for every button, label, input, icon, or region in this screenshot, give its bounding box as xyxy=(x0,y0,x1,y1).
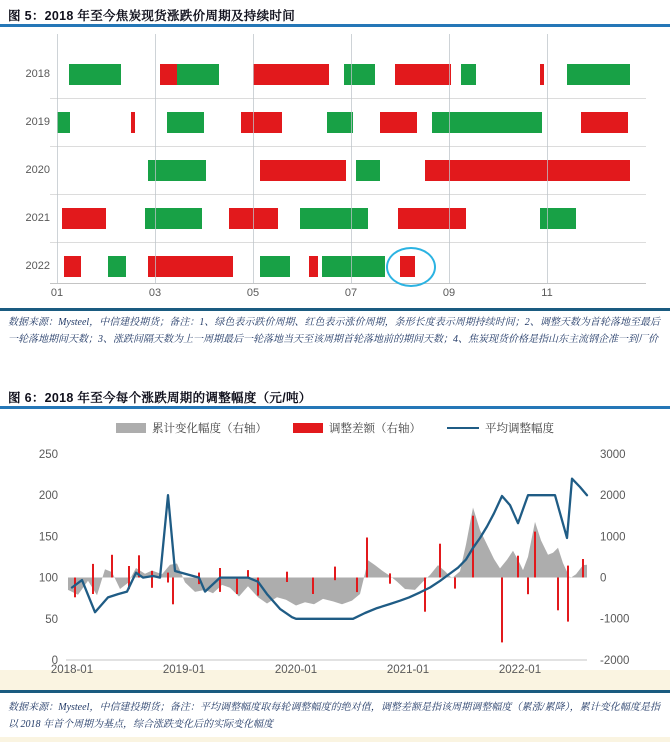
fall-cycle-bar xyxy=(567,64,631,85)
legend-item-average xyxy=(447,420,554,436)
month-gridline xyxy=(57,34,58,284)
left-axis-tick-label: 150 xyxy=(38,531,58,544)
fall-cycle-bar xyxy=(300,208,369,229)
x-axis-tick-label: 2021-01 xyxy=(386,664,430,676)
rise-cycle-bar xyxy=(260,160,346,181)
red-bar-swatch-icon xyxy=(293,423,323,433)
adjustment-diff-bar xyxy=(517,556,519,578)
fall-cycle-bar xyxy=(148,160,207,181)
fall-cycle-bar xyxy=(327,112,354,133)
adjustment-diff-bar xyxy=(334,567,336,581)
row-year-label: 2019 xyxy=(25,116,50,128)
legend-item-difference xyxy=(293,420,421,436)
row-year-label: 2022 xyxy=(25,260,50,272)
month-tick-label: 09 xyxy=(442,287,456,299)
month-gridline xyxy=(155,34,156,284)
fall-cycle-bar xyxy=(322,256,386,277)
rise-cycle-bar xyxy=(309,256,317,277)
fall-cycle-bar xyxy=(344,64,376,85)
fall-cycle-bar xyxy=(177,64,219,85)
adjustment-diff-bar xyxy=(527,578,529,595)
month-tick-label: 03 xyxy=(148,287,162,299)
adjustment-diff-bar xyxy=(111,555,113,578)
fall-cycle-bar xyxy=(540,208,577,229)
x-axis-tick-label: 2022-01 xyxy=(498,664,542,676)
adjustment-diff-bar xyxy=(366,538,368,578)
left-axis-tick-label: 250 xyxy=(38,449,58,461)
fall-cycle-bar xyxy=(57,112,70,133)
adjustment-diff-bar xyxy=(247,570,249,577)
right-axis-tick-label: -2000 xyxy=(600,654,630,667)
left-axis-tick-label: 200 xyxy=(38,490,58,503)
figure5-plot xyxy=(0,30,670,306)
x-axis-tick-label: 2018-01 xyxy=(50,664,94,676)
month-tick-label: 01 xyxy=(50,287,64,299)
right-axis-tick-label: -1000 xyxy=(600,613,630,626)
month-tick-label: 05 xyxy=(246,287,260,299)
month-gridline xyxy=(547,34,548,284)
row-year-label: 2020 xyxy=(25,164,50,176)
figure6-title-rule xyxy=(0,406,670,409)
left-axis-tick-label: 0 xyxy=(51,655,58,667)
highlight-ellipse-icon xyxy=(386,247,436,287)
figure5-title-rule xyxy=(0,24,670,27)
month-gridline xyxy=(449,34,450,284)
adjustment-diff-bar xyxy=(219,568,221,592)
x-axis-tick-label: 2019-01 xyxy=(162,664,206,676)
figure6-plot xyxy=(0,443,670,677)
adjustment-diff-bar xyxy=(582,559,584,578)
rise-cycle-bar xyxy=(395,64,451,85)
adjustment-diff-bar xyxy=(312,578,314,595)
rise-cycle-bar xyxy=(160,64,177,85)
figure6-title: 图 6：2018 年至今每个涨跌周期的调整幅度（元/吨） xyxy=(8,391,312,405)
right-axis-tick-label: 2000 xyxy=(600,490,626,503)
fall-cycle-bar xyxy=(108,256,125,277)
legend-item-cumulative xyxy=(116,420,267,436)
fall-cycle-bar xyxy=(461,64,476,85)
month-gridline xyxy=(351,34,352,284)
figure6-bottom-divider xyxy=(0,690,670,693)
adjustment-diff-bar xyxy=(534,532,536,578)
figure5-source-note: 数据来源：Mysteel，中信建投期货；备注：1、绿色表示跌价周期、红色表示涨价周期，条形长度表示周期持续时间；2、调整天数为首轮落地至最后一轮落地期间天数；3、涨跌间隔天数为上一周期最后一轮落地当天至该周期首轮落地前的期间天数；4、焦炭现货价格是指山东主流钢企准一到厂价 xyxy=(8,317,660,345)
row-year-label: 2021 xyxy=(25,212,50,224)
fall-cycle-bar xyxy=(167,112,204,133)
adjustment-diff-bar xyxy=(389,573,391,583)
adjustment-diff-bar xyxy=(501,578,503,643)
adjustment-diff-bar xyxy=(92,564,94,594)
fall-cycle-bar xyxy=(260,256,289,277)
right-axis-tick-label: 3000 xyxy=(600,448,626,461)
figure6-source-note: 数据来源：Mysteel，中信建投期货；备注：平均调整幅度取每轮调整幅度的绝对值，调整差额是指该周期调整幅度（累涨/累降），累计变化幅度是指以 2018 年首个周期为基点，综合涨跌变化后的实际变化幅度 xyxy=(8,702,660,730)
gray-area-swatch-icon xyxy=(116,423,146,433)
rise-cycle-bar xyxy=(540,64,544,85)
rise-cycle-bar xyxy=(64,256,81,277)
fall-cycle-bar xyxy=(69,64,120,85)
month-tick-label: 11 xyxy=(541,287,553,299)
rise-cycle-bar xyxy=(253,64,329,85)
legend-label: 累计变化幅度（右轴） xyxy=(152,423,267,435)
left-axis-tick-label: 100 xyxy=(38,572,58,585)
adjustment-diff-bar xyxy=(454,578,456,589)
adjustment-diff-bar xyxy=(172,578,174,605)
rise-cycle-bar xyxy=(425,160,631,181)
adjustment-diff-bar xyxy=(567,566,569,622)
fall-cycle-bar xyxy=(356,160,381,181)
rise-cycle-bar xyxy=(398,208,467,229)
right-axis-tick-label: 0 xyxy=(600,572,607,585)
x-axis-tick-label: 2020-01 xyxy=(274,664,318,676)
row-separator-line xyxy=(50,146,646,147)
adjustment-diff-bar xyxy=(356,578,358,593)
blue-line-swatch-icon xyxy=(447,427,479,430)
rise-cycle-bar xyxy=(148,256,234,277)
rise-cycle-bar xyxy=(380,112,417,133)
page-bottom-band xyxy=(0,737,670,742)
row-separator-line xyxy=(50,98,646,99)
adjustment-diff-bar xyxy=(424,578,426,612)
rise-cycle-bar xyxy=(131,112,136,133)
cumulative-change-area xyxy=(68,508,587,606)
adjustment-diff-bar xyxy=(151,571,153,588)
left-axis-tick-label: 50 xyxy=(45,613,58,626)
legend-label: 调整差额（右轴） xyxy=(329,423,421,435)
row-separator-line xyxy=(50,242,646,243)
adjustment-diff-bar xyxy=(74,578,76,598)
right-axis-tick-label: 1000 xyxy=(600,531,626,544)
legend-label: 平均调整幅度 xyxy=(485,423,554,435)
row-year-label: 2018 xyxy=(25,68,50,80)
adjustment-diff-bar xyxy=(439,544,441,578)
month-tick-label: 07 xyxy=(344,287,358,299)
adjustment-diff-bar xyxy=(167,573,169,583)
adjustment-diff-bar xyxy=(236,578,238,595)
month-gridline xyxy=(253,34,254,284)
fall-cycle-bar xyxy=(145,208,201,229)
rise-cycle-bar xyxy=(62,208,106,229)
adjustment-diff-bar xyxy=(286,572,288,582)
x-axis-line xyxy=(50,283,646,284)
adjustment-diff-bar xyxy=(557,578,559,611)
figure6-legend xyxy=(0,420,670,436)
figure5-title: 图 5：2018 年至今焦炭现货涨跌价周期及持续时间 xyxy=(8,9,296,23)
rise-cycle-bar xyxy=(581,112,628,133)
row-separator-line xyxy=(50,194,646,195)
rise-cycle-bar xyxy=(241,112,283,133)
figure5-bottom-divider xyxy=(0,308,670,311)
